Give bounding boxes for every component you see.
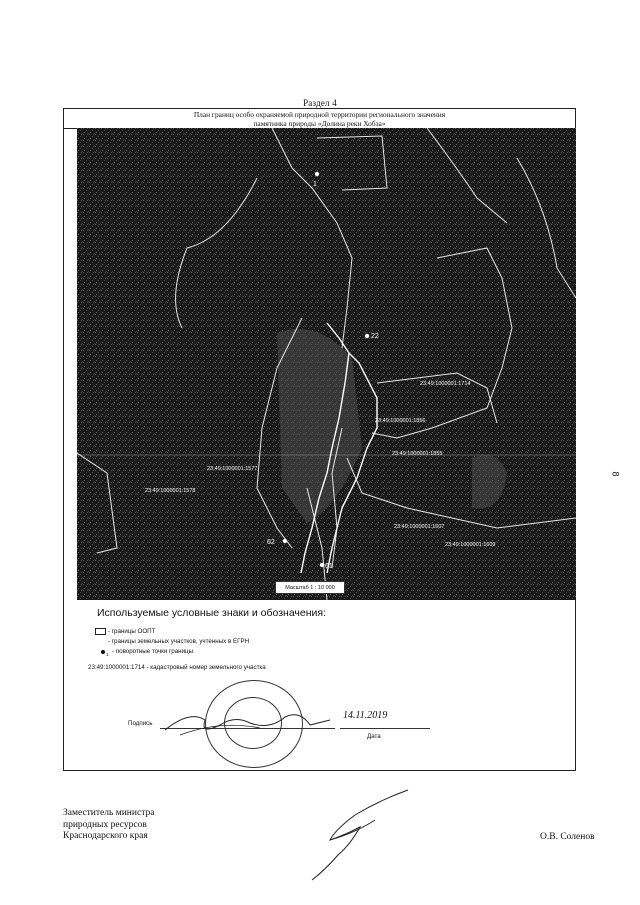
parcel-label-1714: 23:49:1000001:1714 — [420, 381, 471, 387]
minister-signature — [300, 785, 420, 885]
plan-header — [64, 109, 575, 129]
legend-title: Используемые условные знаки и обозначения: — [97, 607, 327, 619]
date-line — [340, 728, 430, 729]
position-line3: Краснодарского края — [63, 831, 148, 841]
date-value: 14.11.2019 — [343, 710, 388, 721]
point-label-1: 1 — [313, 181, 317, 188]
plan-title-line1: План границ особо охраняемой природной территории регионального значения — [193, 110, 446, 119]
map-scale: Масштаб 1 : 10 000 — [275, 581, 345, 594]
legend-cadastral-example: 23:49:1000001:1714 - кадастровый номер земельного участка — [88, 664, 266, 671]
parcel-label-1607: 23:49:1000001:1607 — [394, 524, 445, 530]
parcel-label-1578: 23:49:1000001:1578 — [145, 488, 196, 494]
point-label-62: 62 — [267, 539, 275, 546]
official-name: О.В. Соленов — [540, 832, 595, 842]
handwritten-signature — [160, 695, 340, 745]
legend-point-index: 1 — [106, 652, 109, 657]
legend-item-points: - поворотные точки границы — [112, 648, 194, 655]
satellite-map — [77, 128, 576, 600]
oopt-legend-icon — [95, 628, 106, 635]
page-number: 8 — [610, 471, 621, 477]
turning-point-legend-icon — [101, 650, 105, 654]
plan-title-line2: памятника природы «Долина реки Хобза» — [253, 119, 386, 128]
parcel-label-1577: 23:49:1000001:1577 — [207, 466, 258, 472]
date-label: Дата — [367, 733, 381, 740]
map-overlay — [77, 128, 576, 600]
parcel-label-1609: 23:49:1000001:1609 — [445, 542, 496, 548]
signature-label: Подпись — [128, 720, 153, 727]
parcel-label-1856: 23:49:1000001:1856 — [375, 418, 426, 424]
position-line1: Заместитель министра — [63, 808, 155, 818]
point-label-61: 61 — [325, 563, 333, 570]
official-position — [63, 808, 154, 843]
position-line2: природных ресурсов — [63, 819, 147, 830]
section-title: Раздел 4 — [303, 98, 337, 108]
legend-item-oopt: - границы ООПТ — [108, 628, 156, 635]
point-label-22: 22 — [371, 333, 379, 340]
legend-item-parcels: - границы земельных участков, учтенных в ЕГРН — [108, 638, 250, 645]
parcel-label-1855: 23:49:1000001:1855 — [392, 451, 443, 457]
